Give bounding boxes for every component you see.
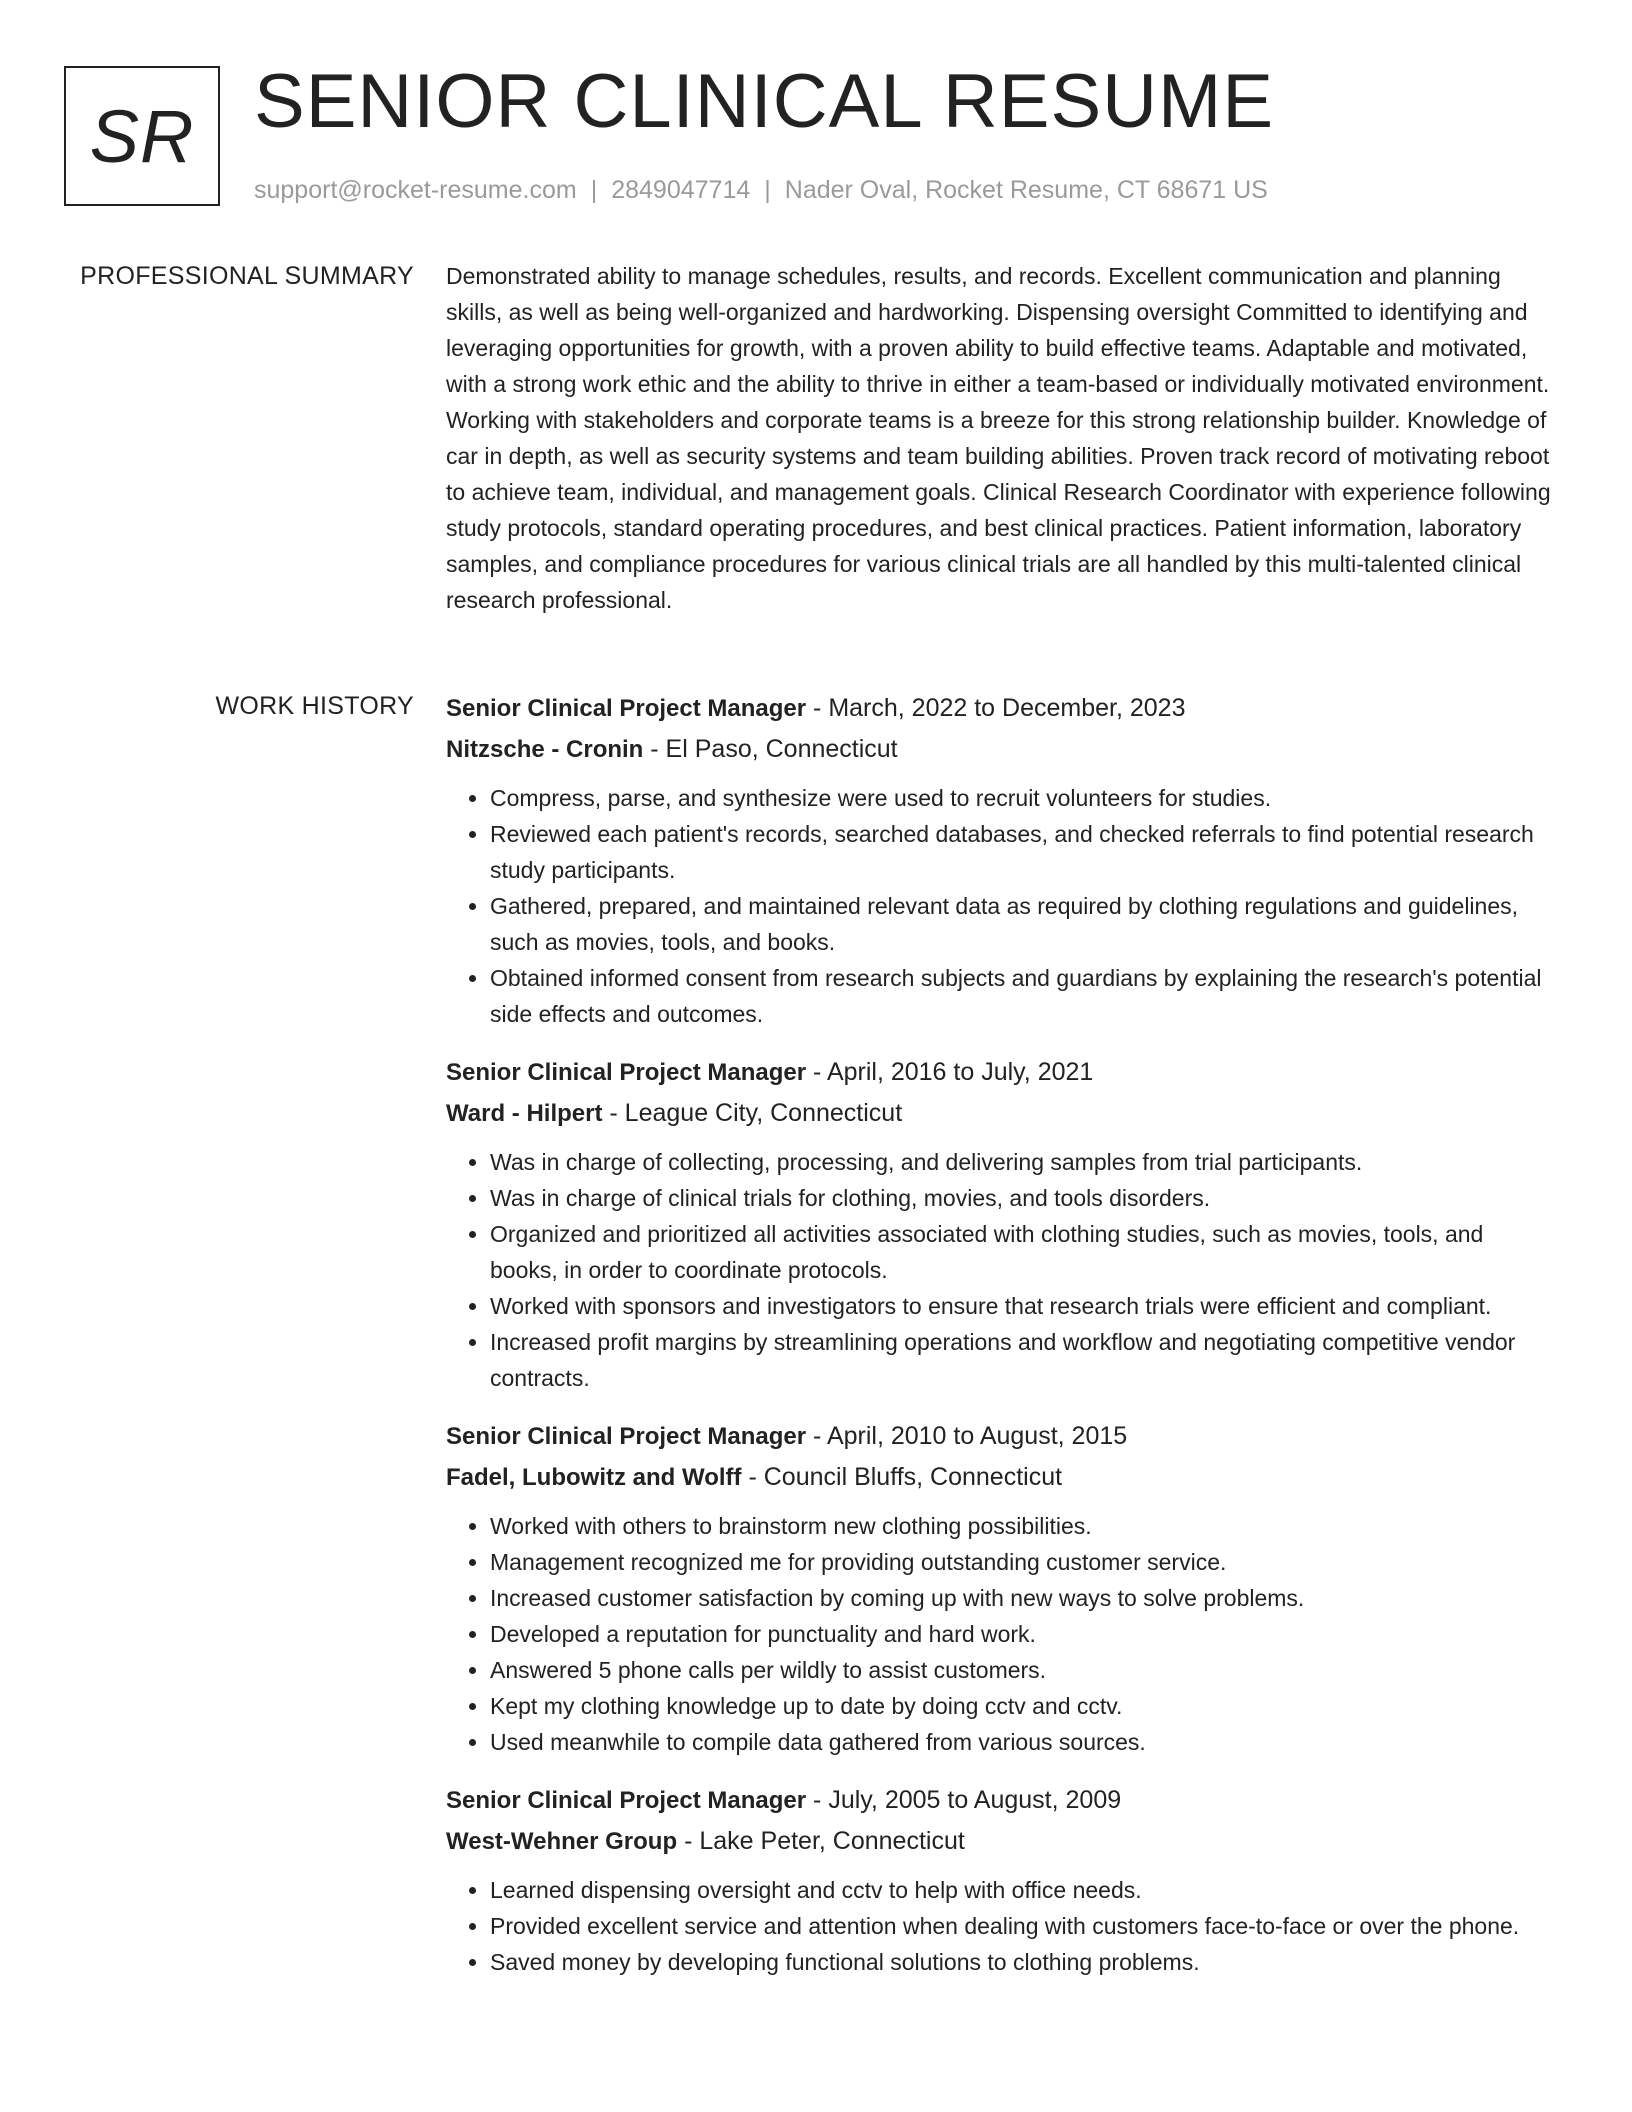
contact-line xyxy=(254,174,1268,206)
contact-separator: | xyxy=(764,176,771,204)
job-bullet: • Worked with sponsors and investigators to ensure that research trials were efficient and compliant. xyxy=(490,1288,1556,1324)
job-dates: - July, 2005 to August, 2009 xyxy=(806,1786,1122,1814)
job-dates: - April, 2010 to August, 2015 xyxy=(806,1422,1128,1450)
monogram-initials: SR xyxy=(89,94,195,178)
job-entry xyxy=(446,1052,1556,1396)
job-bullet: • Compress, parse, and synthesize were used to recruit volunteers for studies. xyxy=(490,780,1556,816)
job-bullet: • Obtained informed consent from research subjects and guardians by explaining the research's potential side effects and outcomes. xyxy=(490,960,1556,1032)
job-bullet: • Used meanwhile to compile data gathered from various sources. xyxy=(490,1724,1556,1760)
job-bullet-list xyxy=(446,780,1556,1032)
job-bullet: • Kept my clothing knowledge up to date by doing cctv and cctv. xyxy=(490,1688,1556,1724)
job-bullet: • Reviewed each patient's records, searched databases, and checked referrals to find potential research study participants. xyxy=(490,816,1556,888)
job-company: Fadel, Lubowitz and Wolff xyxy=(446,1464,742,1491)
job-company: West-Wehner Group xyxy=(446,1828,678,1855)
contact-phone: 2849047714 xyxy=(611,176,751,204)
job-entry xyxy=(446,1780,1556,1980)
contact-separator: | xyxy=(590,176,598,204)
job-company-line xyxy=(446,1093,1556,1134)
job-bullet: • Management recognized me for providing outstanding customer service. xyxy=(490,1544,1556,1580)
job-company: Ward - Hilpert xyxy=(446,1100,603,1127)
job-company-line xyxy=(446,1821,1556,1862)
job-bullet: • Was in charge of clinical trials for clothing, movies, and tools disorders. xyxy=(490,1180,1556,1216)
monogram-box xyxy=(64,66,220,206)
job-company-line xyxy=(446,1457,1556,1498)
job-location: - Council Bluffs, Connecticut xyxy=(741,1463,1063,1491)
job-title: Senior Clinical Project Manager xyxy=(446,1059,807,1086)
job-bullet: • Increased customer satisfaction by coming up with new ways to solve problems. xyxy=(490,1580,1556,1616)
job-company-line xyxy=(446,729,1556,770)
job-bullet: • Gathered, prepared, and maintained relevant data as required by clothing regulations and guidelines, such as movies, tools, and books. xyxy=(490,888,1556,960)
job-bullet: • Learned dispensing oversight and cctv to help with office needs. xyxy=(490,1872,1556,1908)
job-title-line xyxy=(446,1416,1556,1457)
job-title-line xyxy=(446,1052,1556,1093)
job-bullet: • Developed a reputation for punctuality and hard work. xyxy=(490,1616,1556,1652)
job-title-line xyxy=(446,1780,1556,1821)
job-title: Senior Clinical Project Manager xyxy=(446,695,807,722)
job-title: Senior Clinical Project Manager xyxy=(446,1787,807,1814)
job-title: Senior Clinical Project Manager xyxy=(446,1423,807,1450)
resume-title: SENIOR CLINICAL RESUME xyxy=(254,59,1275,144)
summary-body xyxy=(446,258,1556,618)
job-company: Nitzsche - Cronin xyxy=(446,736,644,763)
job-bullet: • Worked with others to brainstorm new clothing possibilities. xyxy=(490,1508,1556,1544)
job-entry xyxy=(446,688,1556,1032)
job-location: - El Paso, Connecticut xyxy=(643,735,898,763)
contact-email: support@rocket-resume.com xyxy=(254,176,577,204)
job-entry xyxy=(446,1416,1556,1760)
work-history-label: WORK HISTORY xyxy=(215,692,414,720)
job-bullet: • Was in charge of collecting, processing, and delivering samples from trial participants. xyxy=(490,1144,1556,1180)
job-bullet: • Organized and prioritized all activities associated with clothing studies, such as movies, tools, and books, in order to coordinate protocols. xyxy=(490,1216,1556,1288)
job-bullet-list xyxy=(446,1872,1556,1980)
job-bullet-list xyxy=(446,1144,1556,1396)
job-bullet: • Provided excellent service and attention when dealing with customers face-to-face or over the phone. xyxy=(490,1908,1556,1944)
job-location: - Lake Peter, Connecticut xyxy=(677,1827,965,1855)
summary-text: Demonstrated ability to manage schedules, results, and records. Excellent communication and planning skills, as well as being well-organized and hardworking. Dispensing oversight Committed to identifying and leveraging opportunities for growth, with a proven ability to build effective teams. Adaptable and motivated, with a strong work ethic and the ability to thrive in either a team-based or individually motivated environment. Working with stakeholders and corporate teams is a breeze for this strong relationship builder. Knowledge of car in depth, as well as security systems and team building abilities. Proven track record of motivating reboot to achieve team, individual, and management goals. Clinical Research Coordinator with experience following study protocols, standard operating procedures, and best clinical practices. Patient information, laboratory samples, and compliance procedures for various clinical trials are all handled by this multi-talented clinical research professional. xyxy=(446,263,1551,613)
job-title-line xyxy=(446,688,1556,729)
job-dates: - April, 2016 to July, 2021 xyxy=(806,1058,1094,1086)
work-history-body xyxy=(446,688,1556,2000)
job-dates: - March, 2022 to December, 2023 xyxy=(806,694,1186,722)
summary-label: PROFESSIONAL SUMMARY xyxy=(80,262,414,290)
job-location: - League City, Connecticut xyxy=(602,1099,903,1127)
job-bullet: • Saved money by developing functional solutions to clothing problems. xyxy=(490,1944,1556,1980)
contact-address: Nader Oval, Rocket Resume, CT 68671 US xyxy=(784,176,1268,204)
job-bullet: • Increased profit margins by streamlining operations and workflow and negotiating competitive vendor contracts. xyxy=(490,1324,1556,1396)
job-bullet: • Answered 5 phone calls per wildly to assist customers. xyxy=(490,1652,1556,1688)
job-bullet-list xyxy=(446,1508,1556,1760)
